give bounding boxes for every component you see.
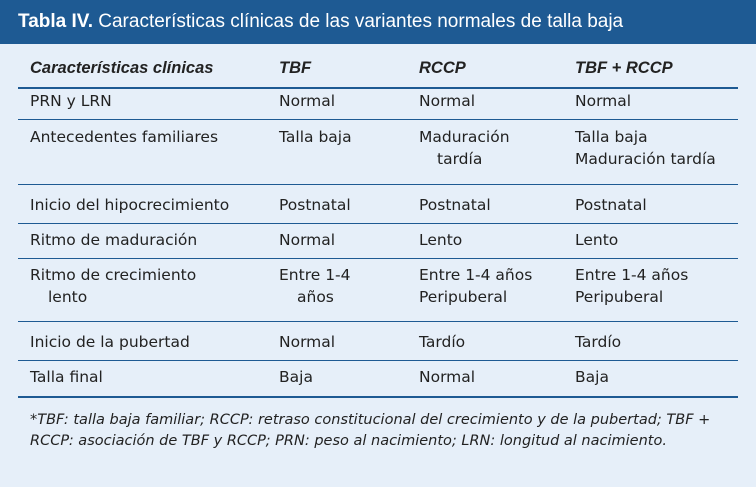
cell-tbf: Talla baja <box>279 128 352 146</box>
cell-tbf: Baja <box>279 368 313 386</box>
cell-rccp: Postnatal <box>419 196 491 214</box>
cell-tbf-rccp-line2: Maduración tardía <box>575 150 716 168</box>
cell-feature: Ritmo de maduración <box>30 231 198 249</box>
cell-tbf: Normal <box>279 333 336 351</box>
cell-tbf: Postnatal <box>279 196 351 214</box>
cell-feature: Ritmo de crecimiento <box>30 266 197 284</box>
column-header-features: Características clínicas <box>30 59 214 77</box>
cell-feature: Inicio del hipocrecimiento <box>30 196 230 214</box>
row-divider <box>18 321 738 322</box>
header-row <box>0 58 756 80</box>
cell-rccp-line2: Peripuberal <box>419 288 508 306</box>
cell-tbf-rccp: Baja <box>575 368 609 386</box>
cell-feature: Talla final <box>30 368 103 386</box>
cell-tbf: Entre 1-4 <box>279 266 351 284</box>
row-divider <box>18 360 738 361</box>
cell-tbf-rccp: Entre 1-4 años <box>575 266 689 284</box>
cell-rccp: Lento <box>419 231 463 249</box>
table-footnote: *TBF: talla baja familiar; RCCP: retraso constitucional del crecimiento y de la pubertad; TBF + RCCP: asociación de TBF y RCCP; PRN: peso al nacimiento; LRN: longitud al nacimiento. <box>30 412 711 449</box>
cell-tbf-rccp: Tardío <box>575 333 622 351</box>
cell-rccp: Normal <box>419 92 476 110</box>
table-title <box>0 0 756 44</box>
cell-rccp-line2: tardía <box>437 150 483 168</box>
cell-feature: PRN y LRN <box>30 92 112 110</box>
cell-tbf: Normal <box>279 92 336 110</box>
column-header-tbf-rccp: TBF + RCCP <box>575 59 673 77</box>
cell-tbf: Normal <box>279 231 336 249</box>
cell-tbf-rccp: Talla baja <box>575 128 648 146</box>
cell-rccp: Entre 1-4 años <box>419 266 533 284</box>
column-header-tbf: TBF <box>279 59 312 77</box>
table-title-text: Características clínicas de las variantes normales de talla baja <box>92 11 624 32</box>
cell-tbf-rccp: Postnatal <box>575 196 647 214</box>
footer-rule <box>18 396 738 398</box>
cell-feature-line2: lento <box>48 288 88 306</box>
cell-rccp: Tardío <box>419 333 466 351</box>
cell-tbf-rccp: Lento <box>575 231 619 249</box>
cell-feature: Inicio de la pubertad <box>30 333 190 351</box>
row-divider <box>18 184 738 185</box>
row-divider <box>18 119 738 120</box>
header-rule <box>18 87 738 89</box>
cell-feature: Antecedentes familiares <box>30 128 219 146</box>
row-divider <box>18 223 738 224</box>
cell-rccp: Maduración <box>419 128 510 146</box>
column-header-rccp: RCCP <box>419 59 466 77</box>
cell-tbf-rccp-line2: Peripuberal <box>575 288 664 306</box>
cell-tbf-rccp: Normal <box>575 92 632 110</box>
cell-rccp: Normal <box>419 368 476 386</box>
table-title-label: Tabla IV. <box>18 11 93 32</box>
cell-tbf-line2: años <box>297 288 334 306</box>
row-divider <box>18 258 738 259</box>
